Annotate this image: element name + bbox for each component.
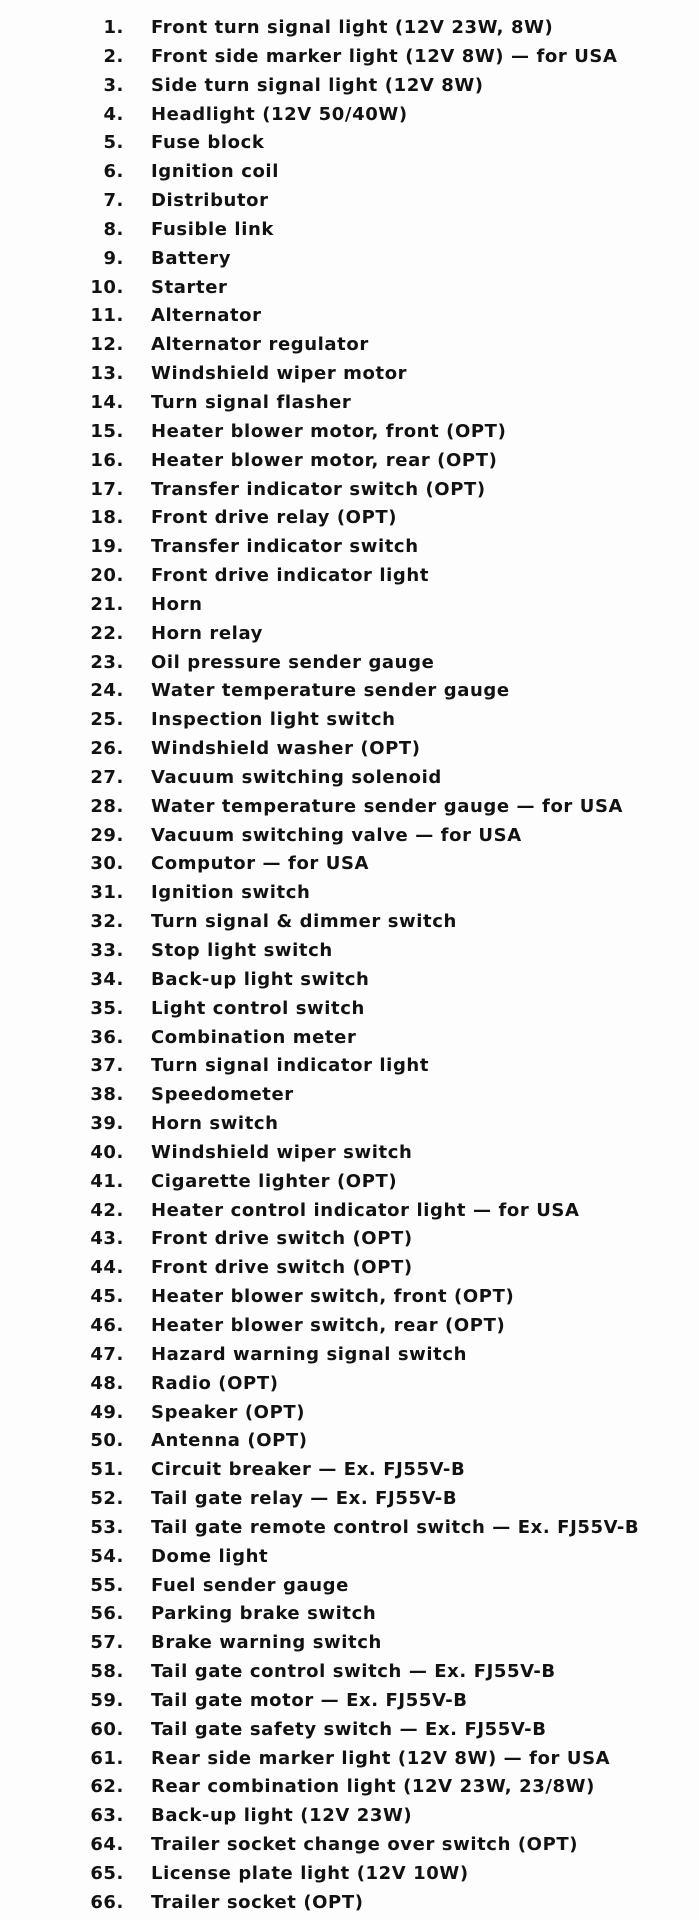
- legend-item-label: Back-up light switch: [151, 968, 370, 990]
- legend-item-number: 61.: [90, 1747, 124, 1769]
- legend-item: [0, 995, 699, 1024]
- legend-item-label: Fuse block: [151, 132, 265, 154]
- legend-item-number: 47.: [90, 1343, 124, 1365]
- legend-item: [0, 937, 699, 966]
- legend-item-number: 16.: [90, 449, 124, 471]
- legend-item-number: 14.: [90, 391, 124, 413]
- legend-item: [0, 1514, 699, 1543]
- legend-item-number: 3.: [103, 74, 124, 96]
- legend-item-label: Parking brake switch: [151, 1603, 377, 1625]
- legend-item: [0, 1889, 699, 1918]
- legend-item: [0, 1225, 699, 1254]
- legend-item: [0, 822, 699, 851]
- legend-item: [0, 1485, 699, 1514]
- component-legend-list: [0, 14, 699, 1918]
- legend-item-label: Alternator: [151, 305, 262, 327]
- legend-item-label: Hazard warning signal switch: [151, 1343, 468, 1365]
- legend-item: [0, 1831, 699, 1860]
- legend-item: [0, 649, 699, 678]
- legend-item-number: 43.: [90, 1228, 124, 1250]
- legend-item-label: Speedometer: [151, 1084, 294, 1106]
- legend-item-number: 66.: [90, 1891, 124, 1913]
- legend-item: [0, 1773, 699, 1802]
- legend-item-number: 2.: [103, 45, 124, 67]
- legend-item-label: Turn signal & dimmer switch: [151, 911, 457, 933]
- legend-item-label: Ignition coil: [151, 161, 279, 183]
- legend-item: [0, 302, 699, 331]
- legend-item-number: 53.: [90, 1516, 124, 1538]
- legend-item-number: 29.: [90, 824, 124, 846]
- legend-item: [0, 1312, 699, 1341]
- legend-item-number: 20.: [90, 565, 124, 587]
- legend-item: [0, 1024, 699, 1053]
- legend-item-number: 33.: [90, 940, 124, 961]
- legend-item-label: Rear side marker light (12V 8W) — for USA: [151, 1747, 611, 1769]
- legend-item: [0, 216, 699, 245]
- legend-item: [0, 72, 699, 101]
- legend-item: [0, 1687, 699, 1716]
- legend-item-label: Radio (OPT): [151, 1372, 279, 1394]
- legend-item-label: Tail gate remote control switch — Ex. FJ55V-B: [151, 1516, 640, 1538]
- legend-item-number: 6.: [103, 161, 124, 183]
- legend-item: [0, 677, 699, 706]
- legend-item-number: 4.: [103, 103, 124, 125]
- legend-item-label: Vacuum switching valve — for USA: [151, 824, 522, 846]
- legend-item-number: 12.: [90, 334, 124, 356]
- legend-item: [0, 879, 699, 908]
- legend-item-number: 50.: [90, 1430, 124, 1452]
- legend-item: [0, 1081, 699, 1110]
- legend-item: [0, 476, 699, 505]
- legend-item: [0, 1802, 699, 1831]
- legend-item-number: 18.: [90, 507, 124, 529]
- legend-item: [0, 1629, 699, 1658]
- legend-item-number: 55.: [90, 1574, 124, 1596]
- legend-item-label: Speaker (OPT): [151, 1401, 306, 1423]
- legend-item-number: 7.: [103, 190, 124, 212]
- legend-item-label: Rear combination light (12V 23W, 23/8W): [151, 1776, 595, 1798]
- legend-item-label: Fusible link: [151, 218, 274, 240]
- legend-item-label: Oil pressure sender gauge: [151, 651, 435, 673]
- legend-item: [0, 158, 699, 187]
- legend-item-label: Trailer socket (OPT): [151, 1891, 364, 1913]
- legend-item: [0, 908, 699, 937]
- legend-item: [0, 1110, 699, 1139]
- legend-item: [0, 620, 699, 649]
- legend-item-number: 40.: [90, 1141, 124, 1163]
- legend-item-label: Front drive switch (OPT): [151, 1228, 413, 1250]
- legend-item-label: Inspection light switch: [151, 709, 396, 731]
- legend-item: [0, 764, 699, 793]
- legend-item: [0, 1658, 699, 1687]
- legend-item: [0, 187, 699, 216]
- legend-item-label: Ignition switch: [151, 882, 311, 904]
- legend-item-number: 11.: [90, 305, 124, 327]
- legend-item-label: Front drive indicator light: [151, 565, 430, 587]
- legend-item: [0, 447, 699, 476]
- legend-item-number: 60.: [90, 1718, 124, 1740]
- legend-item: [0, 360, 699, 389]
- legend-item: [0, 129, 699, 158]
- legend-item-label: Light control switch: [151, 997, 365, 1019]
- legend-item: [0, 504, 699, 533]
- legend-item: [0, 245, 699, 274]
- legend-item-number: 32.: [90, 911, 124, 933]
- legend-item-label: Back-up light (12V 23W): [151, 1805, 413, 1827]
- legend-item: [0, 1254, 699, 1283]
- legend-item: [0, 1197, 699, 1226]
- legend-item-number: 59.: [90, 1689, 124, 1711]
- legend-item: [0, 1283, 699, 1312]
- legend-item-number: 63.: [90, 1805, 124, 1827]
- legend-item-number: 56.: [90, 1603, 124, 1625]
- legend-item-number: 5.: [103, 132, 124, 154]
- legend-item-number: 26.: [90, 738, 124, 760]
- legend-item-label: Heater blower motor, rear (OPT): [151, 449, 498, 471]
- legend-item-number: 22.: [90, 622, 124, 644]
- legend-item-number: 42.: [90, 1199, 124, 1221]
- legend-item-number: 27.: [90, 766, 124, 788]
- legend-item-number: 39.: [90, 1113, 124, 1135]
- legend-item-number: 48.: [90, 1372, 124, 1394]
- legend-item-label: Alternator regulator: [151, 334, 369, 356]
- legend-item: [0, 1745, 699, 1774]
- legend-item-number: 35.: [90, 997, 124, 1019]
- legend-item-number: 10.: [90, 276, 124, 298]
- legend-item: [0, 14, 699, 43]
- legend-item-label: Stop light switch: [151, 940, 333, 961]
- legend-item-label: Transfer indicator switch (OPT): [151, 478, 486, 500]
- legend-item-number: 46.: [90, 1314, 124, 1336]
- legend-item-number: 19.: [90, 536, 124, 558]
- legend-item-number: 8.: [103, 218, 124, 240]
- legend-item-number: 23.: [90, 651, 124, 673]
- legend-item-label: Combination meter: [151, 1026, 357, 1048]
- legend-item: [0, 591, 699, 620]
- legend-item: [0, 1456, 699, 1485]
- legend-item-label: Front turn signal light (12V 23W, 8W): [151, 17, 554, 38]
- legend-item-number: 1.: [103, 17, 124, 38]
- legend-item-number: 52.: [90, 1488, 124, 1510]
- legend-item: [0, 418, 699, 447]
- legend-item: [0, 389, 699, 418]
- legend-item-label: Windshield wiper motor: [151, 363, 408, 385]
- legend-item-number: 25.: [90, 709, 124, 731]
- legend-item-number: 51.: [90, 1459, 124, 1481]
- legend-item-label: Horn switch: [151, 1113, 279, 1135]
- legend-item-number: 34.: [90, 968, 124, 990]
- legend-item-label: Brake warning switch: [151, 1632, 382, 1654]
- legend-item-label: Turn signal flasher: [151, 391, 352, 413]
- legend-item-label: Antenna (OPT): [151, 1430, 308, 1452]
- legend-item-number: 36.: [90, 1026, 124, 1048]
- legend-item-label: Transfer indicator switch: [151, 536, 419, 558]
- legend-item-label: Windshield washer (OPT): [151, 738, 421, 760]
- legend-item: [0, 1543, 699, 1572]
- legend-item-number: 17.: [90, 478, 124, 500]
- legend-item-label: Starter: [151, 276, 228, 298]
- legend-item: [0, 1716, 699, 1745]
- legend-item-number: 24.: [90, 680, 124, 702]
- legend-item: [0, 331, 699, 360]
- legend-item-label: Horn: [151, 593, 203, 615]
- legend-item-label: Computor — for USA: [151, 853, 370, 875]
- legend-item: [0, 1427, 699, 1456]
- legend-item-label: License plate light (12V 10W): [151, 1863, 469, 1884]
- legend-item: [0, 1168, 699, 1197]
- legend-item-label: Front drive switch (OPT): [151, 1257, 413, 1279]
- legend-item: [0, 1600, 699, 1629]
- legend-item-number: 31.: [90, 882, 124, 904]
- legend-item-number: 49.: [90, 1401, 124, 1423]
- legend-item: [0, 1139, 699, 1168]
- legend-item-number: 44.: [90, 1257, 124, 1279]
- legend-item-label: Tail gate motor — Ex. FJ55V-B: [151, 1689, 468, 1711]
- legend-item-label: Headlight (12V 50/40W): [151, 103, 408, 125]
- legend-item: [0, 966, 699, 995]
- legend-item-label: Circuit breaker — Ex. FJ55V-B: [151, 1459, 466, 1481]
- legend-item-label: Heater blower switch, front (OPT): [151, 1286, 515, 1308]
- legend-item: [0, 533, 699, 562]
- legend-item: [0, 1341, 699, 1370]
- legend-item: [0, 1399, 699, 1428]
- legend-item-label: Water temperature sender gauge: [151, 680, 510, 702]
- legend-item: [0, 1572, 699, 1601]
- legend-item-number: 65.: [90, 1863, 124, 1884]
- legend-item-number: 64.: [90, 1834, 124, 1856]
- legend-item-number: 45.: [90, 1286, 124, 1308]
- legend-item-number: 9.: [103, 247, 124, 269]
- legend-item-label: Fuel sender gauge: [151, 1574, 349, 1596]
- legend-item-label: Dome light: [151, 1545, 269, 1567]
- legend-item-number: 15.: [90, 420, 124, 442]
- legend-item-label: Tail gate safety switch — Ex. FJ55V-B: [151, 1718, 547, 1740]
- legend-item-label: Vacuum switching solenoid: [151, 766, 442, 788]
- legend-item-label: Windshield wiper switch: [151, 1141, 413, 1163]
- legend-item: [0, 1860, 699, 1889]
- legend-item: [0, 706, 699, 735]
- legend-item: [0, 793, 699, 822]
- legend-item: [0, 101, 699, 130]
- legend-item: [0, 1052, 699, 1081]
- legend-item-label: Trailer socket change over switch (OPT): [151, 1834, 579, 1856]
- legend-item-label: Horn relay: [151, 622, 263, 644]
- legend-item-label: Heater control indicator light — for USA: [151, 1199, 580, 1221]
- legend-item: [0, 1370, 699, 1399]
- legend-item-label: Heater blower motor, front (OPT): [151, 420, 507, 442]
- legend-item-number: 21.: [90, 593, 124, 615]
- legend-item-label: Tail gate control switch — Ex. FJ55V-B: [151, 1661, 556, 1683]
- legend-item-label: Front side marker light (12V 8W) — for USA: [151, 45, 618, 67]
- legend-item-number: 54.: [90, 1545, 124, 1567]
- legend-item-number: 41.: [90, 1170, 124, 1192]
- legend-item: [0, 735, 699, 764]
- legend-item-label: Cigarette lighter (OPT): [151, 1170, 398, 1192]
- legend-item: [0, 43, 699, 72]
- legend-item-number: 58.: [90, 1661, 124, 1683]
- legend-item: [0, 562, 699, 591]
- legend-item-label: Water temperature sender gauge — for USA: [151, 795, 624, 817]
- legend-item-number: 57.: [90, 1632, 124, 1654]
- legend-item: [0, 274, 699, 303]
- legend-item-label: Side turn signal light (12V 8W): [151, 74, 484, 96]
- legend-item-label: Turn signal indicator light: [151, 1055, 430, 1077]
- legend-item-label: Battery: [151, 247, 232, 269]
- legend-item-number: 38.: [90, 1084, 124, 1106]
- legend-item: [0, 850, 699, 879]
- legend-item-label: Tail gate relay — Ex. FJ55V-B: [151, 1488, 458, 1510]
- legend-item-number: 13.: [90, 363, 124, 385]
- legend-item-number: 28.: [90, 795, 124, 817]
- legend-item-label: Front drive relay (OPT): [151, 507, 398, 529]
- legend-item-label: Heater blower switch, rear (OPT): [151, 1314, 506, 1336]
- legend-item-number: 30.: [90, 853, 124, 875]
- legend-item-number: 62.: [90, 1776, 124, 1798]
- legend-item-number: 37.: [90, 1055, 124, 1077]
- legend-item-label: Distributor: [151, 190, 269, 212]
